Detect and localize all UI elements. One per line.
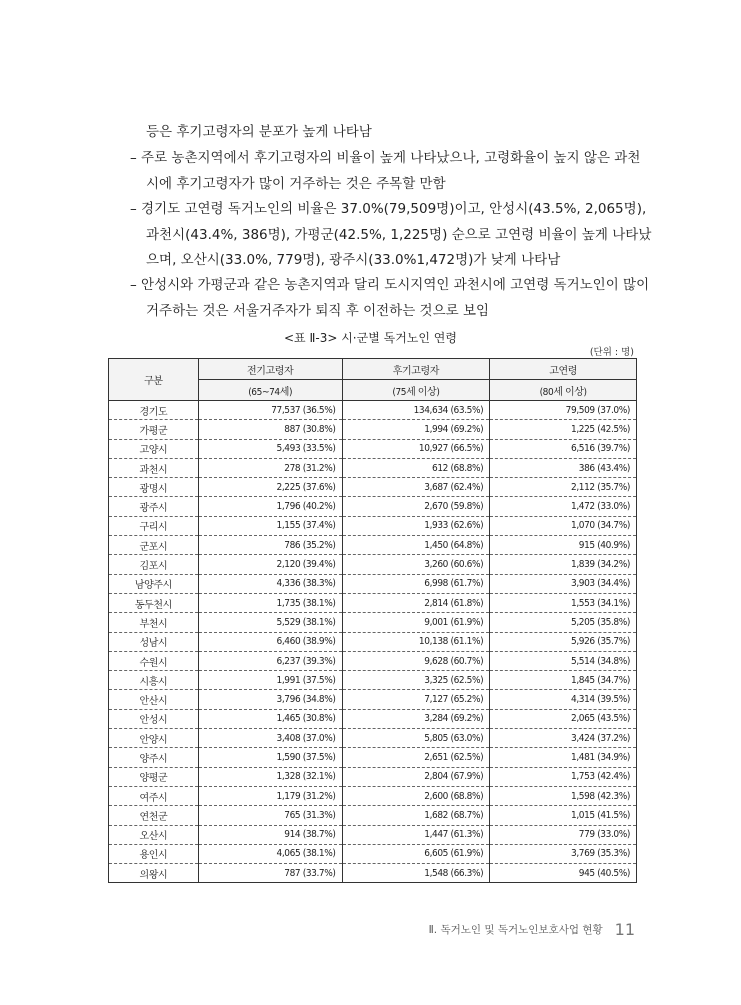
region-cell: 광주시 (109, 497, 199, 516)
region-cell: 의왕시 (109, 864, 199, 883)
header-oldest: 고연령 (490, 359, 637, 380)
elderly-age-table (108, 358, 637, 883)
table-row (109, 420, 637, 439)
table-unit: (단위 : 명) (589, 347, 634, 358)
region-cell: 부천시 (109, 613, 199, 632)
early-elderly-cell: 3,796 (34.8%) (198, 690, 342, 709)
table-row (109, 767, 637, 786)
table-row (109, 516, 637, 535)
region-cell: 여주시 (109, 786, 199, 805)
region-cell: 안성시 (109, 709, 199, 728)
region-cell: 오산시 (109, 825, 199, 844)
late-elderly-cell: 2,651 (62.5%) (342, 748, 490, 767)
oldest-cell: 2,112 (35.7%) (490, 478, 637, 497)
header-early-elderly-sub: (65~74세) (198, 380, 342, 401)
table-caption: <표 Ⅱ-3> 시·군별 독거노인 연령 (284, 331, 457, 345)
late-elderly-cell: 3,260 (60.6%) (342, 555, 490, 574)
late-elderly-cell: 9,628 (60.7%) (342, 651, 490, 670)
footer-chapter-title: Ⅱ. 독거노인 및 독거노인보호사업 현황 (428, 924, 603, 936)
oldest-cell: 1,753 (42.4%) (490, 767, 637, 786)
region-cell: 광명시 (109, 478, 199, 497)
late-elderly-cell: 6,998 (61.7%) (342, 574, 490, 593)
table-row (109, 786, 637, 805)
early-elderly-cell: 6,237 (39.3%) (198, 651, 342, 670)
table-row (109, 536, 637, 555)
early-elderly-cell: 77,537 (36.5%) (198, 401, 342, 420)
late-elderly-cell: 1,682 (68.7%) (342, 806, 490, 825)
table-row (109, 439, 637, 458)
early-elderly-cell: 1,991 (37.5%) (198, 671, 342, 690)
paragraph-continuation: 등은 후기고령자의 분포가 높게 나타남 (146, 124, 372, 140)
early-elderly-cell: 2,120 (39.4%) (198, 555, 342, 574)
early-elderly-cell: 2,225 (37.6%) (198, 478, 342, 497)
late-elderly-cell: 6,605 (61.9%) (342, 844, 490, 863)
late-elderly-cell: 1,994 (69.2%) (342, 420, 490, 439)
early-elderly-cell: 765 (31.3%) (198, 806, 342, 825)
late-elderly-cell: 612 (68.8%) (342, 458, 490, 477)
oldest-cell: 79,509 (37.0%) (490, 401, 637, 420)
region-cell: 경기도 (109, 401, 199, 420)
table-row (109, 632, 637, 651)
header-early-elderly: 전기고령자 (198, 359, 342, 380)
late-elderly-cell: 134,634 (63.5%) (342, 401, 490, 420)
late-elderly-cell: 1,447 (61.3%) (342, 825, 490, 844)
early-elderly-cell: 3,408 (37.0%) (198, 729, 342, 748)
region-cell: 안산시 (109, 690, 199, 709)
oldest-cell: 1,225 (42.5%) (490, 420, 637, 439)
table-row (109, 729, 637, 748)
table-row (109, 825, 637, 844)
late-elderly-cell: 2,600 (68.8%) (342, 786, 490, 805)
header-oldest-sub: (80세 이상) (490, 380, 637, 401)
oldest-cell: 779 (33.0%) (490, 825, 637, 844)
early-elderly-cell: 1,796 (40.2%) (198, 497, 342, 516)
oldest-cell: 1,598 (42.3%) (490, 786, 637, 805)
early-elderly-cell: 4,336 (38.3%) (198, 574, 342, 593)
oldest-cell: 3,424 (37.2%) (490, 729, 637, 748)
table-row (109, 844, 637, 863)
region-cell: 고양시 (109, 439, 199, 458)
oldest-cell: 1,015 (41.5%) (490, 806, 637, 825)
early-elderly-cell: 1,590 (37.5%) (198, 748, 342, 767)
oldest-cell: 3,903 (34.4%) (490, 574, 637, 593)
table-row (109, 806, 637, 825)
late-elderly-cell: 3,325 (62.5%) (342, 671, 490, 690)
early-elderly-cell: 4,065 (38.1%) (198, 844, 342, 863)
region-cell: 동두천시 (109, 593, 199, 612)
table-row (109, 478, 637, 497)
late-elderly-cell: 3,284 (69.2%) (342, 709, 490, 728)
region-cell: 연천군 (109, 806, 199, 825)
region-cell: 구리시 (109, 516, 199, 535)
oldest-cell: 1,481 (34.9%) (490, 748, 637, 767)
region-cell: 양평군 (109, 767, 199, 786)
late-elderly-cell: 10,927 (66.5%) (342, 439, 490, 458)
region-cell: 남양주시 (109, 574, 199, 593)
oldest-cell: 1,839 (34.2%) (490, 555, 637, 574)
region-cell: 가평군 (109, 420, 199, 439)
early-elderly-cell: 6,460 (38.9%) (198, 632, 342, 651)
oldest-cell: 1,845 (34.7%) (490, 671, 637, 690)
oldest-cell: 915 (40.9%) (490, 536, 637, 555)
table-row (109, 458, 637, 477)
region-cell: 양주시 (109, 748, 199, 767)
region-cell: 시흥시 (109, 671, 199, 690)
early-elderly-cell: 5,529 (38.1%) (198, 613, 342, 632)
region-cell: 과천시 (109, 458, 199, 477)
late-elderly-cell: 2,804 (67.9%) (342, 767, 490, 786)
header-late-elderly: 후기고령자 (342, 359, 490, 380)
early-elderly-cell: 278 (31.2%) (198, 458, 342, 477)
region-cell: 수원시 (109, 651, 199, 670)
oldest-cell: 945 (40.5%) (490, 864, 637, 883)
page-footer (429, 920, 635, 939)
oldest-cell: 386 (43.4%) (490, 458, 637, 477)
table-row (109, 593, 637, 612)
oldest-cell: 5,205 (35.8%) (490, 613, 637, 632)
bullet-rural-ratio: – 주로 농촌지역에서 후기고령자의 비율이 높게 나타났으나, 고령화율이 높지 않은 과천시에 후기고령자가 많이 거주하는 것은 주목할 만함 (130, 150, 641, 192)
oldest-cell: 6,516 (39.7%) (490, 439, 637, 458)
page-number: 11 (614, 920, 635, 939)
header-late-elderly-sub: (75세 이상) (342, 380, 490, 401)
table-row (109, 651, 637, 670)
table-row (109, 864, 637, 883)
late-elderly-cell: 1,933 (62.6%) (342, 516, 490, 535)
region-cell: 군포시 (109, 536, 199, 555)
late-elderly-cell: 1,450 (64.8%) (342, 536, 490, 555)
table-row (109, 555, 637, 574)
oldest-cell: 4,314 (39.5%) (490, 690, 637, 709)
late-elderly-cell: 2,670 (59.8%) (342, 497, 490, 516)
late-elderly-cell: 5,805 (63.0%) (342, 729, 490, 748)
table-row (109, 613, 637, 632)
region-cell: 김포시 (109, 555, 199, 574)
oldest-cell: 5,926 (35.7%) (490, 632, 637, 651)
region-cell: 안양시 (109, 729, 199, 748)
late-elderly-cell: 1,548 (66.3%) (342, 864, 490, 883)
table-row (109, 497, 637, 516)
table-row (109, 574, 637, 593)
early-elderly-cell: 787 (33.7%) (198, 864, 342, 883)
oldest-cell: 1,553 (34.1%) (490, 593, 637, 612)
bullet-gwacheon: – 안성시와 가평군과 같은 농촌지역과 달리 도시지역인 과천시에 고연령 독거노인이 많이 거주하는 것은 서울거주자가 퇴직 후 이전하는 것으로 보임 (130, 277, 650, 319)
region-cell: 용인시 (109, 844, 199, 863)
early-elderly-cell: 1,179 (31.2%) (198, 786, 342, 805)
oldest-cell: 1,070 (34.7%) (490, 516, 637, 535)
table-row (109, 671, 637, 690)
late-elderly-cell: 9,001 (61.9%) (342, 613, 490, 632)
early-elderly-cell: 786 (35.2%) (198, 536, 342, 555)
oldest-cell: 5,514 (34.8%) (490, 651, 637, 670)
oldest-cell: 2,065 (43.5%) (490, 709, 637, 728)
bullet-gyeonggi-ratio: – 경기도 고연령 독거노인의 비율은 37.0%(79,509명)이고, 안성시(43.5%, 2,065명), 과천시(43.4%, 386명), 가평군(42.5%, 1,225명) 순으로 고연령 비율이 높게 나타났으며, 오산시(33.0%, 779명), 광주시(33.0%1,472명)가 낮게 나타남 (130, 201, 652, 269)
oldest-cell: 3,769 (35.3%) (490, 844, 637, 863)
early-elderly-cell: 5,493 (33.5%) (198, 439, 342, 458)
late-elderly-cell: 2,814 (61.8%) (342, 593, 490, 612)
early-elderly-cell: 914 (38.7%) (198, 825, 342, 844)
early-elderly-cell: 1,735 (38.1%) (198, 593, 342, 612)
table-row (109, 690, 637, 709)
late-elderly-cell: 3,687 (62.4%) (342, 478, 490, 497)
late-elderly-cell: 10,138 (61.1%) (342, 632, 490, 651)
late-elderly-cell: 7,127 (65.2%) (342, 690, 490, 709)
oldest-cell: 1,472 (33.0%) (490, 497, 637, 516)
early-elderly-cell: 1,155 (37.4%) (198, 516, 342, 535)
region-cell: 성남시 (109, 632, 199, 651)
table-row (109, 709, 637, 728)
early-elderly-cell: 887 (30.8%) (198, 420, 342, 439)
header-category: 구분 (109, 359, 199, 401)
early-elderly-cell: 1,465 (30.8%) (198, 709, 342, 728)
table-row (109, 748, 637, 767)
table-row (109, 401, 637, 420)
early-elderly-cell: 1,328 (32.1%) (198, 767, 342, 786)
